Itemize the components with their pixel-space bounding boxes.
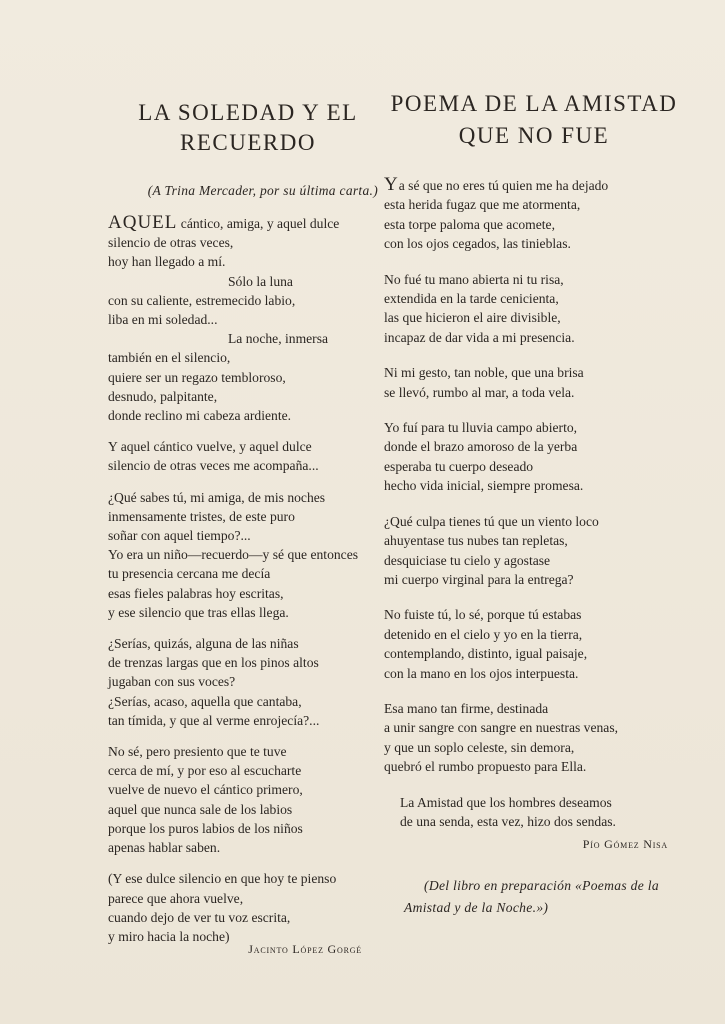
verse-line: esperaba tu cuerpo deseado xyxy=(384,458,534,474)
verse-line: se llevó, rumbo al mar, a toda vela. xyxy=(384,384,575,400)
verse-line: a unir sangre con sangre en nuestras venas, xyxy=(384,720,619,736)
verse-line: soñar con aquel tiempo?... xyxy=(108,528,251,544)
verse-line: quiere ser un regazo tembloroso, xyxy=(108,369,286,385)
verse-line: tan tímida, y que al verme enrojecía?... xyxy=(108,712,320,728)
left-drop-cap: AQUEL xyxy=(108,212,178,233)
right-stanza-6 xyxy=(384,605,684,683)
verse-line: esas fieles palabras hoy escritas, xyxy=(108,585,284,601)
left-title-line-1: LA SOLEDAD Y EL xyxy=(138,100,358,125)
right-title-line-1: POEMA DE LA AMISTAD xyxy=(390,91,678,116)
verse-line: ¿Serías, quizás, alguna de las niñas xyxy=(108,636,299,652)
right-poem xyxy=(384,88,684,855)
verse-line: también en el silencio, xyxy=(108,350,231,366)
verse-line: hecho vida inicial, siempre promesa. xyxy=(384,478,584,494)
right-drop-cap: Y xyxy=(384,174,399,195)
right-stanza-4 xyxy=(384,418,684,496)
verse-line: aquel que nunca sale de los labios xyxy=(108,801,293,817)
verse-line: liba en mi soledad... xyxy=(108,312,218,328)
right-poem-body xyxy=(384,175,684,855)
verse-line: ahuyentase tus nubes tan repletas, xyxy=(384,533,568,549)
verse-line: y ese silencio que tras ellas llega. xyxy=(108,604,289,620)
verse-line: parece que ahora vuelve, xyxy=(108,890,244,906)
verse-line: ¿Qué sabes tú, mi amiga, de mis noches xyxy=(108,489,326,505)
right-poem-title xyxy=(384,88,684,152)
left-poem-title xyxy=(108,98,388,158)
verse-line: contemplando, distinto, igual paisaje, xyxy=(384,646,588,662)
right-title-line-2: QUE NO FUE xyxy=(458,123,610,148)
verse-line: porque los puros labios de los niños xyxy=(108,820,303,836)
verse-line: desnudo, palpitante, xyxy=(108,388,218,404)
verse-line: y que un soplo celeste, sin demora, xyxy=(384,739,575,755)
verse-line: vuelve de nuevo el cántico primero, xyxy=(108,782,303,798)
verse-line: silencio de otras veces me acompaña... xyxy=(108,458,319,474)
verse-line: Ni mi gesto, tan noble, que una brisa xyxy=(384,365,584,381)
verse-line: ¿Serías, acaso, aquella que cantaba, xyxy=(108,693,302,709)
source-note-line-2: Amistad y de la Noche.») xyxy=(404,900,549,915)
verse-line: donde el brazo amoroso de la yerba xyxy=(384,439,578,455)
verse-line: desquiciase tu cielo y agostase xyxy=(384,552,551,568)
verse-line: Ya sé que no eres tú quien me ha dejado xyxy=(384,174,609,195)
left-stanza-3 xyxy=(108,488,388,622)
verse-line: cuando dejo de ver tu voz escrita, xyxy=(108,909,291,925)
verse-line: Yo fuí para tu lluvia campo abierto, xyxy=(384,420,578,436)
right-author: Pío Gómez Nisa xyxy=(582,837,668,852)
verse-line: de trenzas largas que en los pinos altos xyxy=(108,655,319,671)
verse-line: con los ojos cegados, las tinieblas. xyxy=(384,236,571,252)
verse-line: inmensamente tristes, de este puro xyxy=(108,508,295,524)
verse-line: y miro hacia la noche) xyxy=(108,928,230,944)
verse-line: extendida en la tarde cenicienta, xyxy=(384,291,559,307)
verse-line: No fué tu mano abierta ni tu risa, xyxy=(384,271,564,287)
verse-line: Y aquel cántico vuelve, y aquel dulce xyxy=(108,439,312,455)
verse-line: silencio de otras veces, xyxy=(108,235,234,251)
verse-line: Sólo la luna xyxy=(228,273,293,289)
verse-line: La Amistad que los hombres deseamos xyxy=(400,794,612,810)
verse-line: Yo era un niño—recuerdo—y sé que entonces xyxy=(108,547,359,563)
source-note xyxy=(404,875,694,919)
left-title-line-2: RECUERDO xyxy=(180,130,316,155)
verse-line: donde reclino mi cabeza ardiente. xyxy=(108,408,292,424)
right-stanza-2 xyxy=(384,270,684,348)
verse-line: AQUEL cántico, amiga, y aquel dulce xyxy=(108,212,340,233)
verse-line: con su caliente, estremecido labio, xyxy=(108,292,296,308)
dedication: (A Trina Mercader, por su última carta.) xyxy=(147,183,378,198)
verse-line: mi cuerpo virginal para la entrega? xyxy=(384,571,574,587)
left-stanza-4 xyxy=(108,634,388,730)
right-stanza-1 xyxy=(384,175,684,254)
verse-line: esta torpe paloma que acomete, xyxy=(384,216,555,232)
verse-line: ¿Qué culpa tienes tú que un viento loco xyxy=(384,513,599,529)
right-stanza-7 xyxy=(384,699,684,777)
verse-line: apenas hablar saben. xyxy=(108,840,221,856)
verse-line: las que hicieron el aire divisible, xyxy=(384,310,561,326)
left-author: Jacinto López Gorgé xyxy=(248,942,362,957)
left-stanza-2 xyxy=(108,437,388,475)
verse-line: incapaz de dar vida a mi presencia. xyxy=(384,329,575,345)
left-stanza-6 xyxy=(108,869,388,946)
verse-line: tu presencia cercana me decía xyxy=(108,566,271,582)
left-poem xyxy=(108,98,388,959)
verse-line: La noche, inmersa xyxy=(228,331,329,347)
left-poem-body xyxy=(108,213,388,959)
right-stanza-8 xyxy=(384,793,684,832)
verse-line: (Y ese dulce silencio en que hoy te pienso xyxy=(108,871,337,887)
verse-line: No fuiste tú, lo sé, porque tú estabas xyxy=(384,607,582,623)
verse-line: esta herida fugaz que me atormenta, xyxy=(384,197,581,213)
verse-line: hoy han llegado a mí. xyxy=(108,254,226,270)
verse-line: jugaban con sus voces? xyxy=(108,674,236,690)
verse-line: No sé, pero presiento que te tuve xyxy=(108,744,287,760)
verse-line: cerca de mí, y por eso al escucharte xyxy=(108,763,302,779)
verse-line: de una senda, esta vez, hizo dos sendas. xyxy=(400,813,616,829)
left-stanza-5 xyxy=(108,742,388,857)
verse-line: Esa mano tan firme, destinada xyxy=(384,700,549,716)
source-note-line-1: (Del libro en preparación «Poemas de la xyxy=(424,878,659,893)
verse-line: con la mano en los ojos interpuesta. xyxy=(384,665,579,681)
verse-line: quebró el rumbo propuesto para Ella. xyxy=(384,759,587,775)
verse-line: detenido en el cielo y yo en la tierra, xyxy=(384,626,583,642)
right-stanza-3 xyxy=(384,363,684,402)
right-stanza-5 xyxy=(384,512,684,590)
left-stanza-1 xyxy=(108,213,388,425)
